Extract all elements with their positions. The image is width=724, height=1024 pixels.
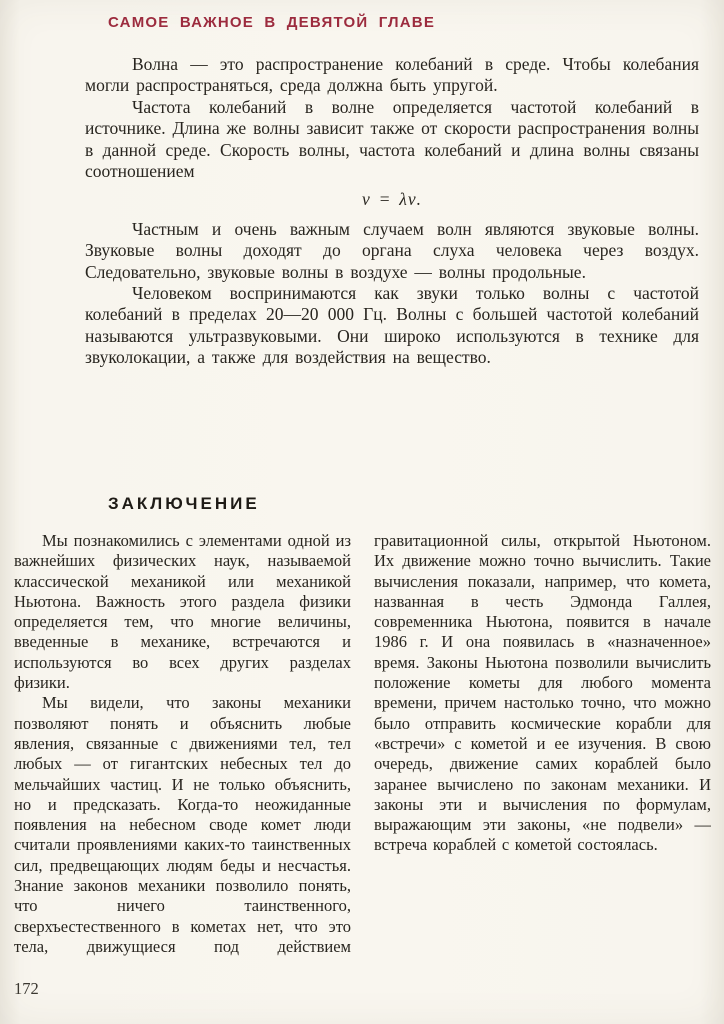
summary-paragraph-sound-waves: Частным и очень важным случаем волн являются звуковые волны. Звуковые волны доходят до органа слуха человека через воздух. Следовательно, звуковые волны в воздухе — волны продольные. [85,218,699,282]
conclusion-paragraph-laws-and-comets: Мы видели, что законы механики позволяют понять и объяснить любые явления, связанные с движениями тел, тел любых — от гигантских небесных тел до мельчайших частиц. И не только объяснить, но и предсказать. Когда-то неожиданные появления на небесном своде комет люди считали проявлениями каких-то таинственных сил, предвещающих людям беды и несчастья. Знание законов механики позволило понять, что ничего таинственного, сверхъестественного в кометах нет, что это тела, движущиеся под действием гравитационной силы, открытой Ньютоном. Их движение можно точно вычислить. Такие вычисления показали, например, что комета, названная в честь Эдмонда Галлея, современника Ньютона, появится в начале 1986 г. И она появилась в «назначенное» время. Законы Ньютона позволили вычислить положение кометы для любого момента времени, причем настолько точно, что можно было отправить космические корабли для «встречи» с кометой и ее изучения. В свою очередь, движение самих кораблей было заранее вычислено по законам механики. И законы эти и вычисления по формулам, выражающим эти законы, «не подвели» — встреча кораблей с кометой состоялась. [14,531,711,956]
summary-paragraph-frequency: Частота колебаний в волне определяется частотой колебаний в источнике. Длина же волны зависит также от скорости распространения волны в данной среде. Скорость волны, частота колебаний и длина волны связаны соотношением [85,96,699,182]
summary-paragraph-ultrasound: Человеком воспринимаются как звуки только волны с частотой колебаний в пределах 20—20 000 Гц. Волны с большей частотой колебаний называются ультразвуковыми. Они широко используются в технике для звуколокации, а также для воздействия на вещество. [85,283,699,368]
summary-section-title: САМОЕ ВАЖНОЕ В ДЕВЯТОЙ ГЛАВЕ [108,14,436,31]
conclusion-text-columns [14,531,711,977]
summary-section [85,54,699,369]
summary-paragraph-wave-definition: Волна — это распространение колебаний в среде. Чтобы колебания могли распространяться, среда должна быть упругой. [85,54,699,96]
page-number: 172 [14,979,39,998]
conclusion-paragraph-mechanics-intro: Мы познакомились с элементами одной из важнейших физических наук, называемой классической механикой или механикой Ньютона. Важность этого раздела физики определяется тем, что многие величины, введенные в механике, встречаются и используются во всех других разделах физики. [14,531,351,693]
wave-speed-formula: v = λν. [361,189,423,210]
conclusion-section-title: ЗАКЛЮЧЕНИЕ [108,494,260,513]
